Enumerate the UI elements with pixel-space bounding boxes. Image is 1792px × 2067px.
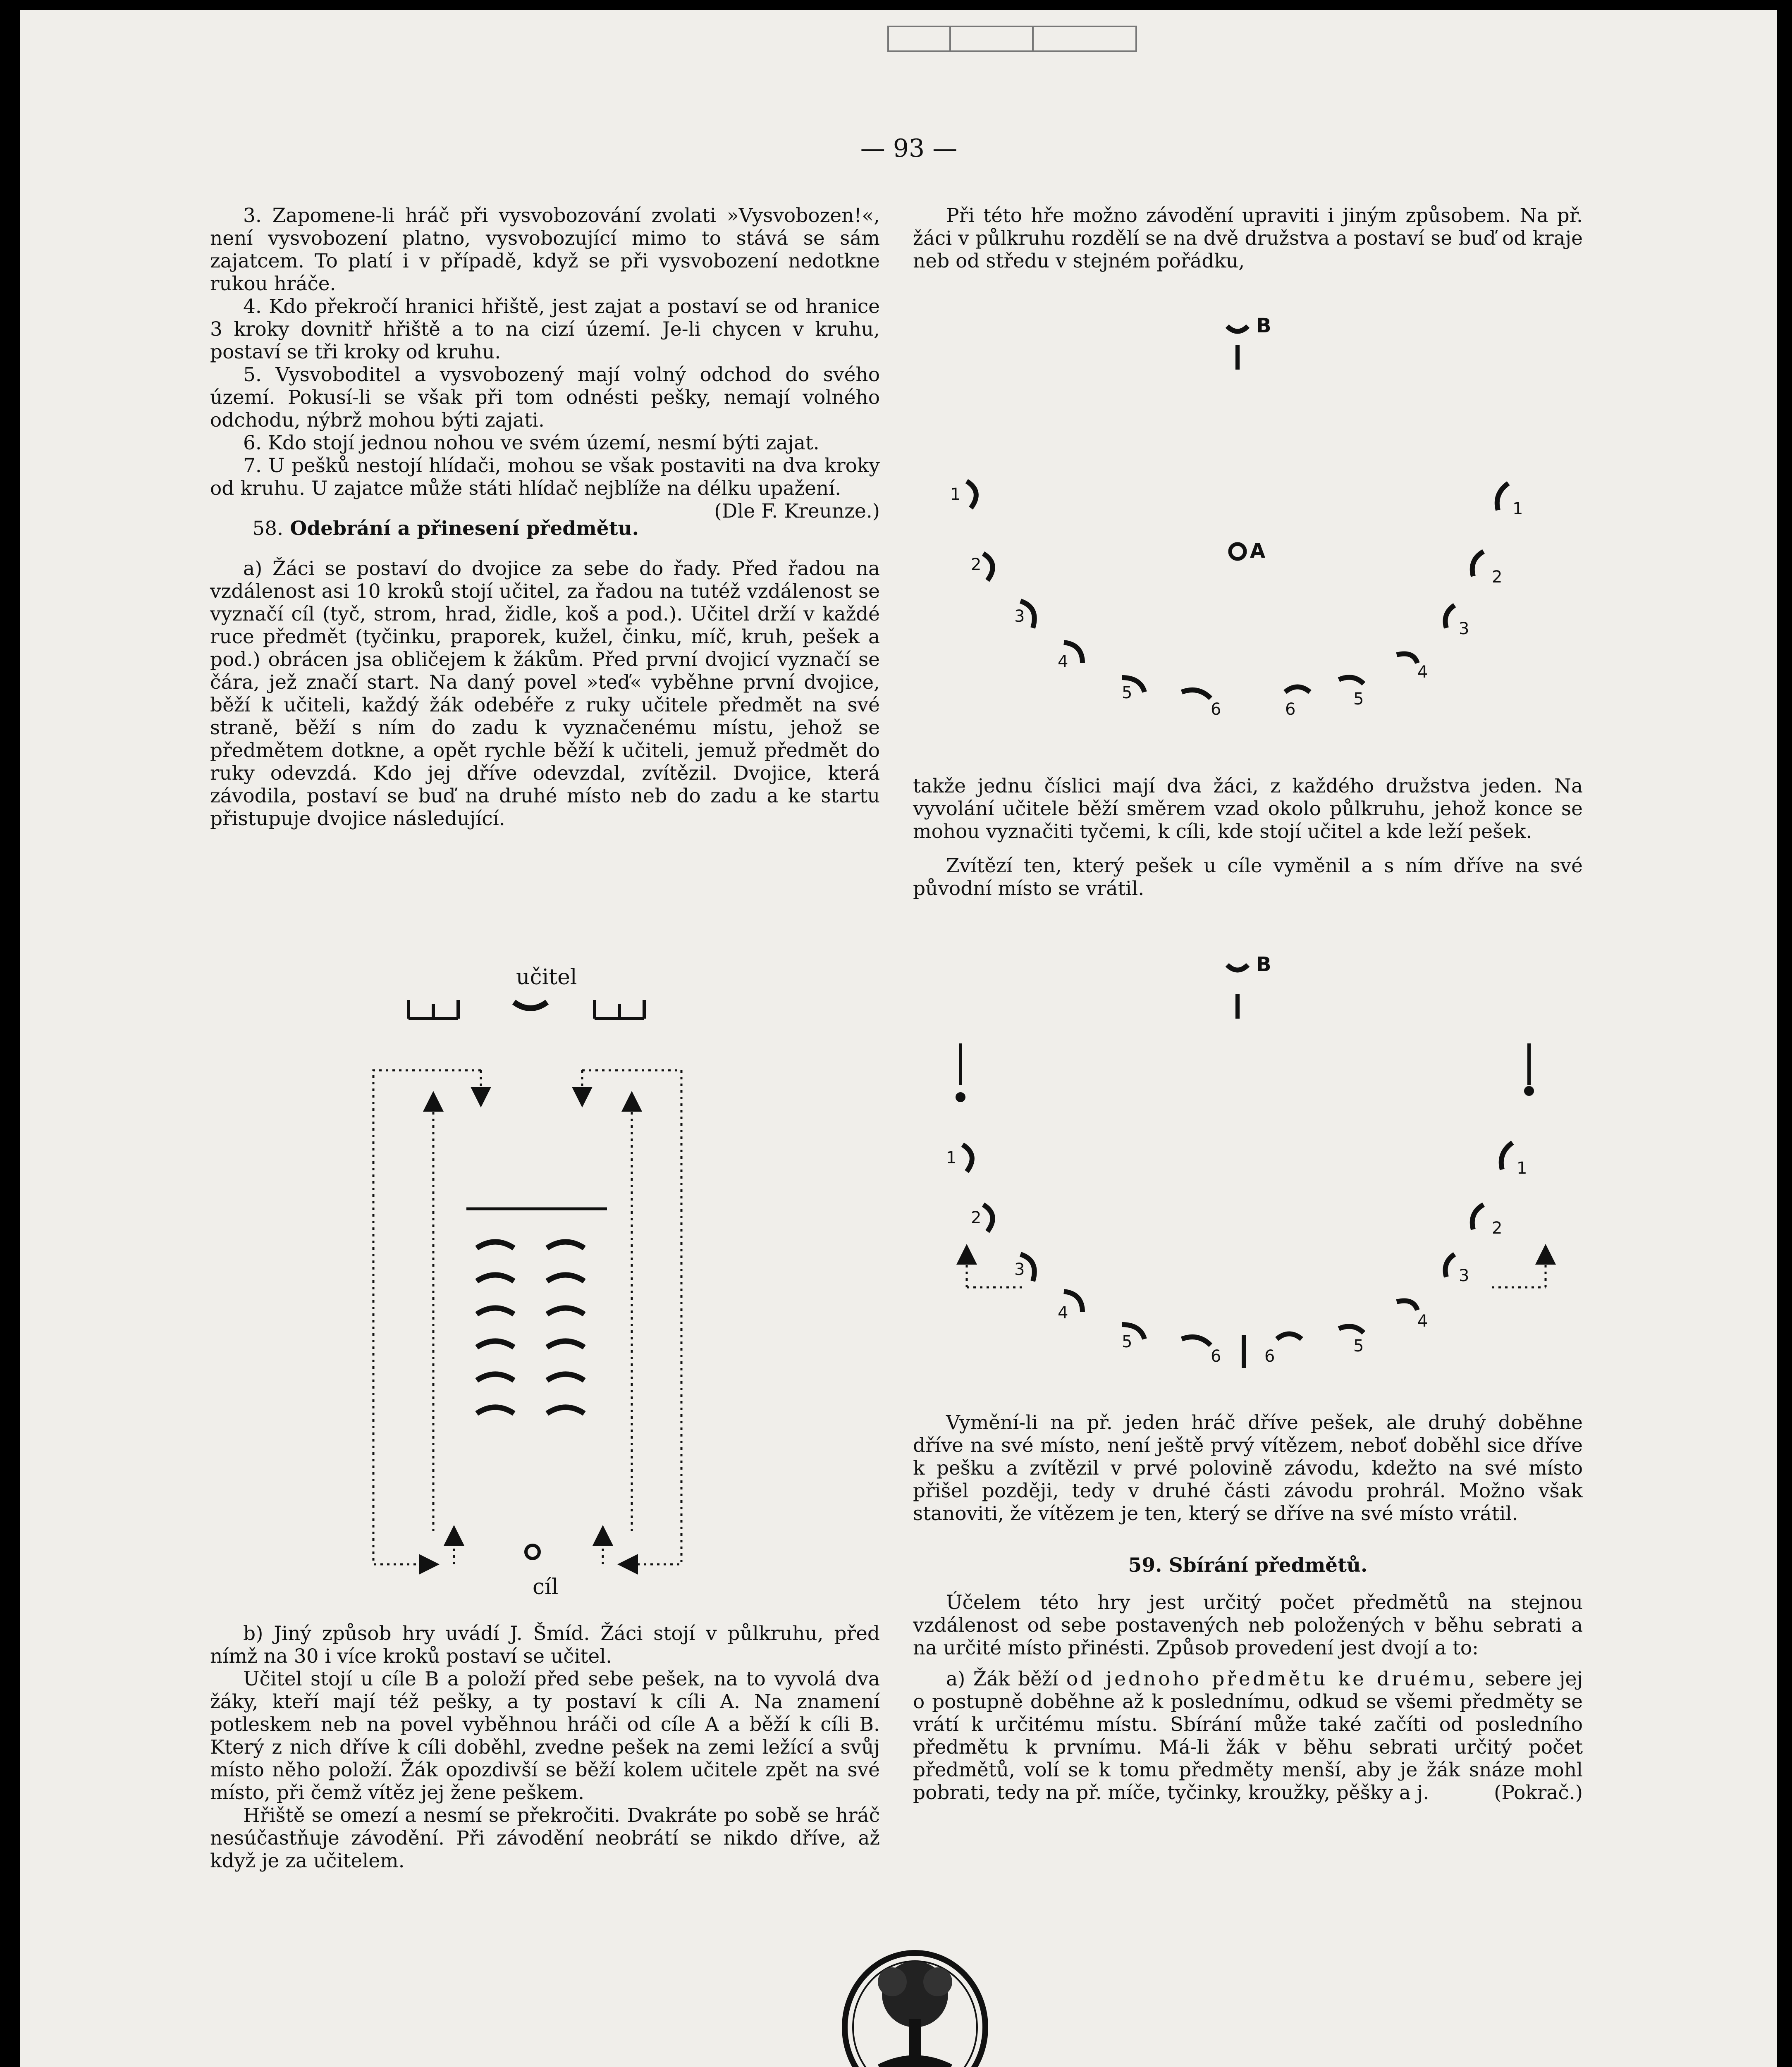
- pole-left: [957, 1043, 964, 1100]
- label-b-2: B: [1256, 953, 1271, 976]
- svg-text:6: 6: [1211, 1347, 1221, 1366]
- section-58-para-e: Zvítězí ten, který pešek u cíle vyměnil a s ním dříve na své původní místo se vrátil.: [913, 854, 1583, 900]
- goal-circle: [526, 1545, 539, 1559]
- figure-goal-label: cíl: [533, 1575, 559, 1599]
- pole-right: [1526, 1043, 1532, 1094]
- continued-note: (Pokrač.): [1494, 1781, 1583, 1804]
- svg-text:2: 2: [971, 555, 982, 574]
- svg-text:6: 6: [1211, 700, 1221, 719]
- route-dotted-lines: [373, 1070, 681, 1564]
- svg-text:6: 6: [1285, 700, 1296, 719]
- teacher-b-symbol: [1227, 326, 1248, 332]
- svg-text:3: 3: [1014, 607, 1025, 626]
- pupils-left-2: [963, 1145, 1211, 1345]
- svg-text:3: 3: [1014, 1260, 1025, 1279]
- svg-text:3: 3: [1459, 619, 1469, 638]
- svg-text:2: 2: [1492, 568, 1503, 587]
- section-58-para-f: Vymění-li na př. jeden hráč dříve pešek, ale druhý doběhne dříve na své místo, není ještě prvý vítězem, neboť doběhl sice dříve k pešku a zvítězil v prvé polovině závodu, kdežto na své místo přišel později, tedy v druhé části závodu prohrál. Možno však stanoviti, že vítězem je ten, který se dříve na své místo vrátil.: [913, 1411, 1583, 1525]
- page-number: — 93 —: [860, 134, 958, 163]
- svg-text:5: 5: [1353, 690, 1364, 709]
- rule-3: 3. Zapomene-li hráč při vysvobozování zvolati »Vysvobozen!«, není vysvobození platno, vysvobozující mimo to stává se sám zajatcem. To platí i v případě, když se při vysvobození nedotkne rukou hráče.: [210, 204, 880, 295]
- tree-emblem-icon: [845, 1953, 985, 2067]
- section-58-para-b2: Učitel stojí u cíle B a položí před sebe pešek, na to vyvolá dva žáky, kteří mají též pešky, a ty postaví k cíli A. Na znamení potleskem neb na povel vyběhnou hráči od cíle A a běží k cíli B. Který z nich dříve k cíli doběhl, zvedne pešek na zemi ležící a svůj místo něho položí. Žák opozdivší se běží kolem učitele zpět na své místo, při čemž vítěz jej žene peškem.: [210, 1668, 880, 1804]
- rule-5: 5. Vysvoboditel a vysvobozený mají volný odchod do svého území. Pokusí-li se však při tom odnésti pešky, nemají volného odchodu, nýbrž mohou býti zajati.: [210, 363, 880, 432]
- rule-4: 4. Kdo překročí hranici hřiště, jest zajat a postaví se od hranice 3 kroky dovnitř hřiště a to na cizí území. Je-li chycen v kruhu, postaví se tři kroky od kruhu.: [210, 295, 880, 363]
- svg-text:4: 4: [1058, 1303, 1068, 1322]
- svg-text:1: 1: [950, 485, 961, 504]
- figure-semicircle-2: [957, 965, 1546, 1368]
- section-58-para-c: Při této hře možno závodění upraviti i jiným způsobem. Na př. žáci v půlkruhu rozdělí se na dvě družstva a postaví se buď od kraje neb od středu v stejném pořádku,: [913, 204, 1583, 272]
- page: [20, 10, 1777, 2067]
- teacher-b-symbol-2: [1227, 965, 1248, 970]
- svg-text:1: 1: [1512, 499, 1523, 518]
- svg-text:4: 4: [1058, 652, 1068, 671]
- pupils-right: [1285, 483, 1508, 692]
- section-58-heading: 58. Odebrání a přinesení předmětu.: [252, 517, 639, 540]
- section-58-para-b3: Hřiště se omezí a nesmí se překročiti. Dvakráte po sobě se hráč nesúčastňuje závodění. Při závodění neobrátí se nikdo dříve, až když je za učitelem.: [210, 1804, 880, 1872]
- svg-text:1: 1: [946, 1148, 957, 1167]
- svg-text:2: 2: [1492, 1219, 1503, 1238]
- top-edge-marks: [888, 26, 1136, 51]
- svg-text:5: 5: [1122, 1332, 1133, 1351]
- svg-text:4: 4: [1417, 1312, 1428, 1331]
- svg-text:5: 5: [1122, 683, 1133, 702]
- object-left: [409, 1000, 458, 1019]
- svg-text:6: 6: [1264, 1347, 1275, 1366]
- pupil-pairs: [477, 1242, 584, 1413]
- svg-text:4: 4: [1417, 663, 1428, 682]
- pupils-right-2: [1277, 1143, 1512, 1339]
- svg-text:5: 5: [1353, 1337, 1364, 1356]
- point-a-circle: [1230, 544, 1245, 559]
- figure-relay-diagram: [373, 1000, 681, 1564]
- section-59-para-a: a) Žák běží od jednoho předmětu ke druému, sebere jej o postupně doběhne až k poslednímu, odkud se všemi předměty se vrátí k určitému místu. Sbírání může také začíti od posledního předmětu k prvnímu. Má-li žák v běhu sebrati určitý počet předmětů, volí se k tomu předměty menší, aby je žák snáze mohl pobrati, tedy na př. míče, tyčinky, kroužky, pěšky a j. (Pokrač.): [913, 1668, 1583, 1804]
- label-b-1: B: [1256, 314, 1271, 337]
- teacher-symbol: [514, 1002, 547, 1008]
- figures-svg: [20, 10, 1777, 2067]
- figure-teacher-label: učitel: [516, 965, 577, 990]
- pupils-left: [967, 481, 1211, 698]
- section-59-intro: Účelem této hry jest určitý počet předmětů na stejnou vzdálenost od sebe postavených neb položených v běhu sebrati a na určité místo přinésti. Způsob provedení jest dvojí a to:: [913, 1591, 1583, 1659]
- section-58-para-a: a) Žáci se postaví do dvojice za sebe do řady. Před řadou na vzdálenost asi 10 kroků stojí učitel, za řadou na tutéž vzdálenost se vyznačí cíl (tyč, strom, hrad, židle, koš a pod.). Učitel drží v každé ruce předmět (tyčinku, praporek, kužel, činku, míč, kruh, pešek a pod.) obrácen jsa obličejem k žákům. Před první dvojicí vyznačí se čára, jež značí start. Na daný povel »teď« vyběhne první dvojice, běží k učiteli, každý žák odebéře z ruky učitele předmět na své straně, běží s ním do zadu k vyznačenému místu, jehož se předmětem dotkne, a opět rychle běží k učiteli, jemuž předmět do ruky odevzdá. Kdo jej dříve odevzdal, zvítězil. Dvojice, která závodila, postaví se buď na druhé místo neb do zadu a ke startu přistupuje dvojice následující.: [210, 557, 880, 830]
- section-58-para-b: b) Jiný způsob hry uvádí J. Šmíd. Žáci stojí v půlkruhu, před nímž na 30 i více kroků postaví se učitel.: [210, 1622, 880, 1668]
- figure-text-labels: [946, 314, 1527, 1366]
- svg-text:1: 1: [1517, 1159, 1527, 1178]
- rule-7: 7. U pešků nestojí hlídači, mohou se však postaviti na dva kroky od kruhu. U zajatce může státi hlídač nejblíže na délku upažení. (Dle F. Kreunze.): [210, 454, 880, 523]
- section-59-heading: 59. Sbírání předmětů.: [1128, 1554, 1368, 1577]
- label-a: A: [1250, 539, 1266, 563]
- source-citation: (Dle F. Kreunze.): [714, 500, 880, 523]
- svg-text:2: 2: [971, 1208, 982, 1227]
- svg-text:3: 3: [1459, 1266, 1469, 1285]
- figure-semicircle-1: [967, 326, 1508, 698]
- object-right: [595, 1000, 644, 1019]
- section-58-para-d: takže jednu číslici mají dva žáci, z každého družstva jeden. Na vyvolání učitele běží směrem vzad okolo půlkruhu, jehož konce se mohou vyznačiti tyčemi, k cíli, kde stojí učitel a kde leží pešek.: [913, 775, 1583, 843]
- rule-6: 6. Kdo stojí jednou nohou ve svém území, nesmí býti zajat.: [243, 432, 820, 454]
